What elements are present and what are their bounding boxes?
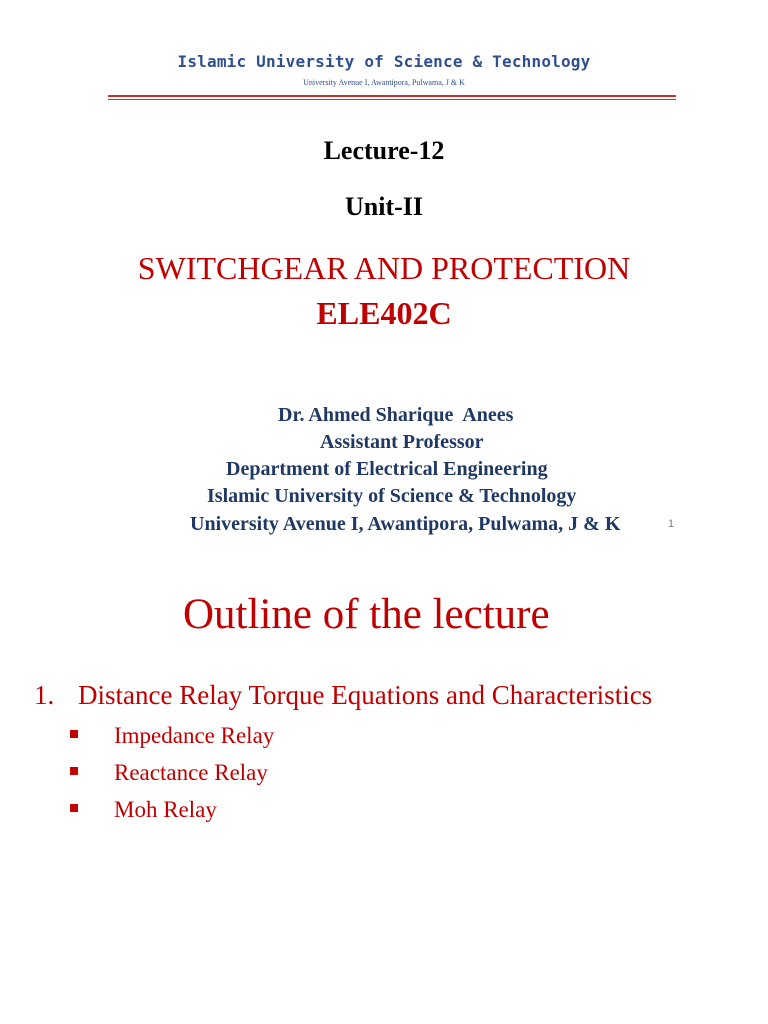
outline-subitem-text: Impedance Relay — [114, 723, 275, 748]
course-code: ELE402C — [316, 295, 452, 331]
square-bullet-icon — [70, 767, 78, 775]
author-name: Dr. Ahmed Sharique Anees — [278, 404, 514, 426]
outline-subitem — [114, 760, 268, 786]
outline-item-number: 1. — [34, 680, 55, 710]
outline-subitem-text: Reactance Relay — [114, 760, 268, 785]
square-bullet-icon — [70, 730, 78, 738]
outline-subitem — [114, 797, 217, 823]
square-bullet-icon — [70, 804, 78, 812]
header-university-address: University Avenue I, Awantipora, Pulwama, J & K — [303, 78, 465, 87]
course-title: SWITCHGEAR AND PROTECTION — [137, 250, 631, 286]
header-divider-thick — [108, 95, 676, 97]
outline-title: Outline of the lecture — [183, 591, 550, 638]
unit-label: Unit-II — [344, 192, 423, 221]
author-department: Department of Electrical Engineering — [226, 458, 548, 480]
header-divider-thin — [108, 99, 676, 100]
outline-item-text: Distance Relay Torque Equations and Characteristics — [78, 680, 653, 710]
outline-subitem-text: Moh Relay — [114, 797, 217, 822]
author-address: University Avenue I, Awantipora, Pulwama, J & K — [190, 513, 621, 535]
lecture-number: Lecture-12 — [323, 136, 445, 165]
outline-item — [34, 680, 652, 711]
author-position: Assistant Professor — [320, 431, 484, 453]
header-university-name: Islamic University of Science & Technology — [177, 52, 591, 71]
author-university: Islamic University of Science & Technology — [207, 485, 577, 507]
slide-number: 1 — [668, 518, 675, 530]
outline-subitem — [114, 723, 274, 749]
